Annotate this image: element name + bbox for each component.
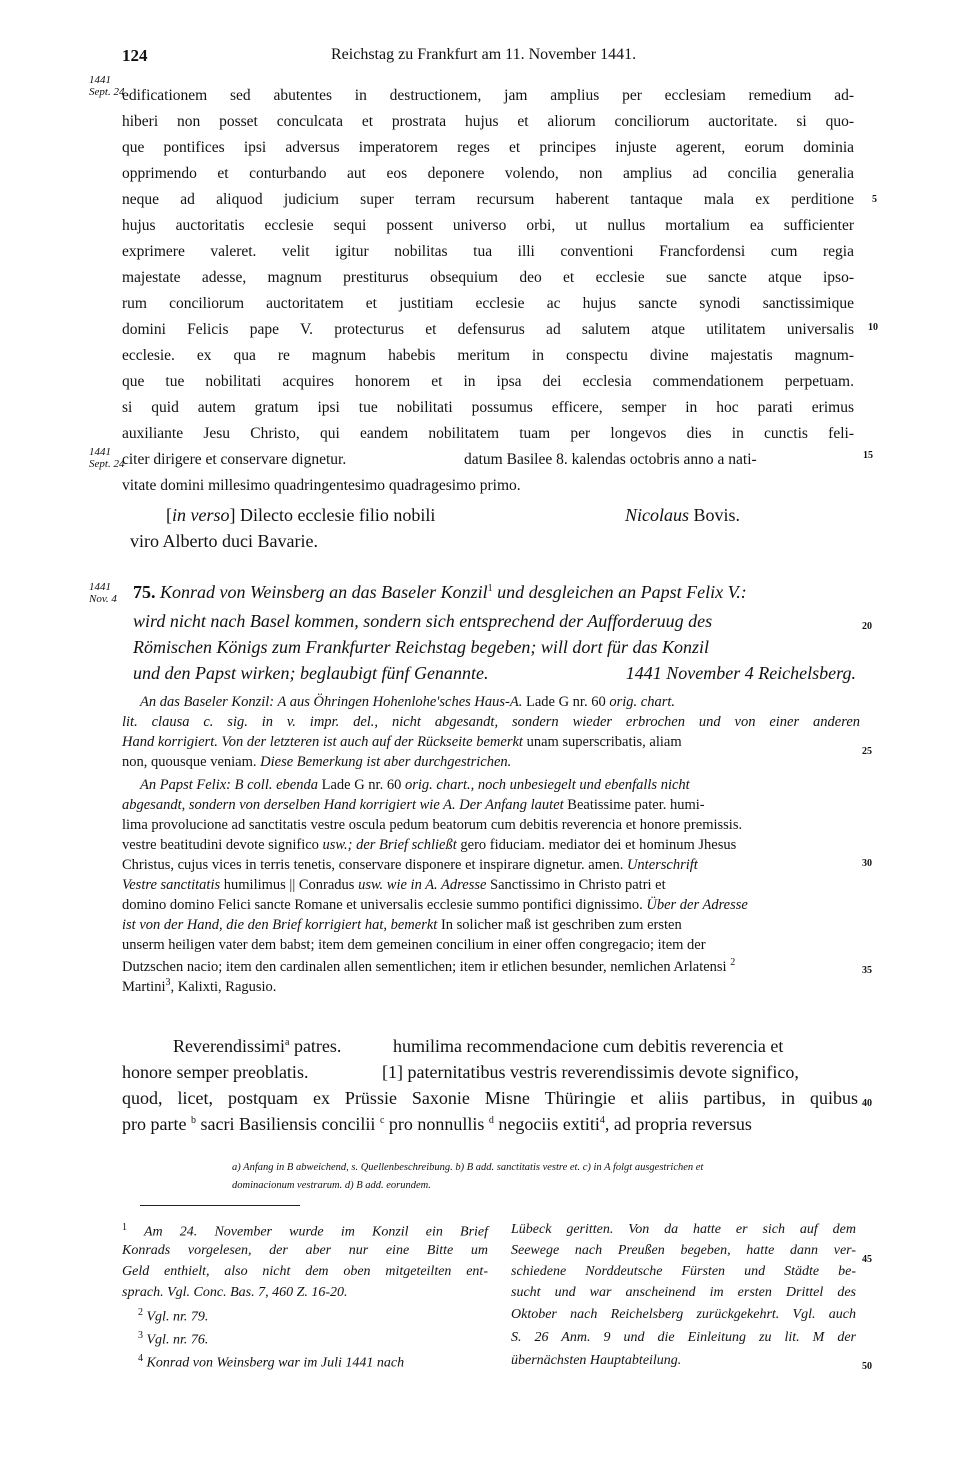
margin-date: 1441 Sept. 24: [89, 446, 125, 470]
footnote-line: Oktober nach Reichelsberg zurückgekehrt. Vgl. auch: [511, 1307, 856, 1322]
document-heading: 75. Konrad von Weinsberg an das Baseler Konzil$^1$ und desgleichen an Papst Felix V.:: [133, 582, 747, 602]
text-line: honore semper preoblatis.: [122, 1062, 309, 1082]
apparatus-line: domino domino Felici sancte Romane et universalis ecclesie summo pontifici dignissimo. Über der Adresse: [122, 897, 748, 913]
line-number: 5: [872, 194, 877, 205]
apparatus-line: Dutzschen nacio; item den cardinalen allen sementlichen; item ir etlichen besunder, nemlichen Arlatensi $^2$: [122, 957, 736, 975]
line-number: 35: [862, 965, 872, 976]
footnote-line: Lübeck geritten. Von da hatte er sich auf dem: [511, 1222, 856, 1237]
text-line: neque ad aliquod judicium super terram recursum haberent tantaque mala ex perditione: [122, 191, 854, 208]
text-line: rum conciliorum auctoritatem et justitiam ecclesie ac hujus sancte synodi sanctissimique: [122, 295, 854, 312]
verso-address: [in verso] Dilecto ecclesie filio nobili: [166, 505, 436, 525]
text-line: si quid autem gratum ipsi tue nobilitati possumus efficere, semper in hoc parati erimus: [122, 399, 854, 416]
line-number: 45: [862, 1254, 872, 1265]
footnote-line: übernächsten Hauptabteilung.: [511, 1353, 682, 1368]
line-number: 15: [863, 450, 873, 461]
text-line: citer dirigere et conservare dignetur.: [122, 451, 347, 468]
text-line: Reverendissimi$^a$ patres.: [173, 1036, 342, 1056]
apparatus-line: unserm heiligen vater dem babst; item dem gemeinen concilium in einer offen congregacio; item der: [122, 937, 706, 953]
line-number: 50: [862, 1361, 872, 1372]
margin-date: 1441 Nov. 4: [89, 581, 117, 605]
running-title: Reichstag zu Frankfurt am 11. November 1441.: [331, 46, 637, 63]
footnote: $^2$ Vgl. nr. 79.: [138, 1307, 209, 1325]
footnote-line: Konrads vorgelesen, der aber nur eine Bitte um: [122, 1243, 488, 1258]
text-line: que pontifices ipsi adversus imperatorem reges et principes injuste agerent, eorum dominia: [122, 139, 854, 156]
document-heading: Römischen Königs zum Frankfurter Reichstag begeben; will dort für das Konzil: [133, 637, 709, 657]
footnote-line: Geld enthielt, also nicht dem oben mitgeteilten ent-: [122, 1264, 488, 1279]
apparatus-line: Vestre sanctitatis humilimus || Conradus usw. wie in A. Adresse Sanctissimo in Christo patri et: [122, 877, 666, 893]
text-line: que tue nobilitati acquires honorem et in ipsa dei ecclesia commendationem perpetuam.: [122, 373, 854, 390]
apparatus-line: Hand korrigiert. Von der letzteren ist auch auf der Rückseite bemerkt unam superscribatis, aliam: [122, 734, 682, 750]
apparatus-line: lit. clausa c. sig. in v. impr. del., nicht abgesandt, sondern wieder erbrochen und von einer anderen: [122, 714, 860, 730]
footnote-line: sucht und war anscheinend im ersten Drittel des: [511, 1285, 856, 1300]
text-line: auxiliante Jesu Christo, qui eandem nobilitatem tuam per longevos dies in cunctis feli-: [122, 425, 854, 442]
text-line: majestate adesse, magnum prestiturus obsequium deo et ecclesie sue sancte atque ipso-: [122, 269, 854, 286]
textual-note: dominacionum vestrarum. d) B add. eorundem.: [232, 1180, 431, 1191]
text-line: pro parte $^b$ sacri Basiliensis concilii $^c$ pro nonnullis $^d$ negociis extiti$^4$, ad propria reversus: [122, 1114, 752, 1134]
apparatus-line: vestre beatitudini devote significo usw.; der Brief schließt gero fiduciam. mediator dei et hominum Jhesus: [122, 837, 737, 853]
text-line: edificationem sed abutentes in destructionem, jam amplius per ecclesiam remedium ad-: [122, 87, 854, 104]
apparatus-line: lima provolucione ad sanctitatis vestre oscula pedum beatorum cum debitis reverencia et honore premissis.: [122, 817, 743, 833]
text-line: quod, licet, postquam ex Prüssie Saxonie Misne Thüringie et aliis partibus, in quibus: [122, 1088, 858, 1108]
apparatus-line: Martini$^3$, Kalixti, Ragusio.: [122, 977, 277, 995]
apparatus-line: Christus, cujus vices in terris tenetis, conservare disponere et inspirare dignetur. amen. Unterschrift: [122, 857, 698, 873]
document-heading: und den Papst wirken; beglaubigt fünf Genannte. 1441 November 4 Reichelsberg.: [133, 663, 856, 683]
page-number: 124: [122, 46, 148, 65]
apparatus-line: An Papst Felix: B coll. ebenda Lade G nr. 60 orig. chart., noch unbesiegelt und ebenfalls nicht: [140, 777, 690, 793]
text-line: domini Felicis pape V. protecturus et defensurus ad salutem atque utilitatem universalis: [122, 321, 854, 338]
line-number: 30: [862, 858, 872, 869]
footnote: $^1$ Am 24. November wurde im Konzil ein Brief: [122, 1222, 489, 1240]
dating-clause: datum Basilee 8. kalendas octobris anno a nati-: [464, 451, 757, 468]
footnote: $^3$ Vgl. nr. 76.: [138, 1330, 209, 1348]
footnote-rule: [140, 1205, 300, 1206]
footnote: $^4$ Konrad von Weinsberg war im Juli 1441 nach: [138, 1353, 405, 1371]
textual-note: a) Anfang in B abweichend, s. Quellenbeschreibung. b) B add. sanctitatis vestre et. c) in A folgt ausgestrichen et: [232, 1162, 704, 1173]
footnote-line: S. 26 Anm. 9 und die Einleitung zu lit. M der: [511, 1330, 856, 1345]
text-line: hiberi non posset conculcata et prostrata hujus et aliorum conciliorum auctoritate. si quo-: [122, 113, 854, 130]
signature: Nicolaus Bovis.: [625, 505, 741, 525]
text-line: vitate domini millesimo quadringentesimo quadragesimo primo.: [122, 477, 521, 494]
text-line: hujus auctoritatis ecclesie sequi possent universo orbi, ut nullus mortalium ea sufficienter: [122, 217, 854, 234]
footnote-line: schiedene Norddeutsche Fürsten und Städte be-: [511, 1264, 856, 1279]
line-number: 20: [862, 621, 872, 632]
apparatus-line: non, quousque veniam. Diese Bemerkung ist aber durchgestrichen.: [122, 754, 512, 770]
recipient: viro Alberto duci Bavarie.: [130, 531, 318, 551]
apparatus-line: An das Baseler Konzil: A aus Öhringen Hohenlohe'sches Haus-A. Lade G nr. 60 orig. chart.: [140, 694, 675, 710]
apparatus-line: abgesandt, sondern von derselben Hand korrigiert wie A. Der Anfang lautet Beatissime pater. humi-: [122, 797, 705, 813]
text-line: opprimendo et conturbando aut eos deponere volendo, non amplius ad concilia generalia: [122, 165, 854, 182]
line-number: 25: [862, 746, 872, 757]
text-line: ecclesie. ex qua re magnum habebis meritum in conspectu divine majestatis magnum-: [122, 347, 854, 364]
text-line: humilima recommendacione cum debitis reverencia et: [393, 1036, 784, 1056]
line-number: 10: [868, 322, 878, 333]
footnote-line: sprach. Vgl. Conc. Bas. 7, 460 Z. 16-20.: [122, 1285, 348, 1300]
text-line: [1] paternitatibus vestris reverendissimis devote significo,: [382, 1062, 799, 1082]
text-line: exprimere valeret. velit igitur nobilitas tua illi conventioni Francfordensi cum regia: [122, 243, 854, 260]
margin-date: 1441 Sept. 24: [89, 74, 125, 98]
footnote-line: Seewege nach Preußen begeben, hatte dann ver-: [511, 1243, 856, 1258]
apparatus-line: ist von der Hand, die den Brief korrigiert hat, bemerkt In solicher maß ist geschriben zum ersten: [122, 917, 682, 933]
document-heading: wird nicht nach Basel kommen, sondern sich entsprechend der Aufforderuug des: [133, 611, 713, 631]
line-number: 40: [862, 1098, 872, 1109]
